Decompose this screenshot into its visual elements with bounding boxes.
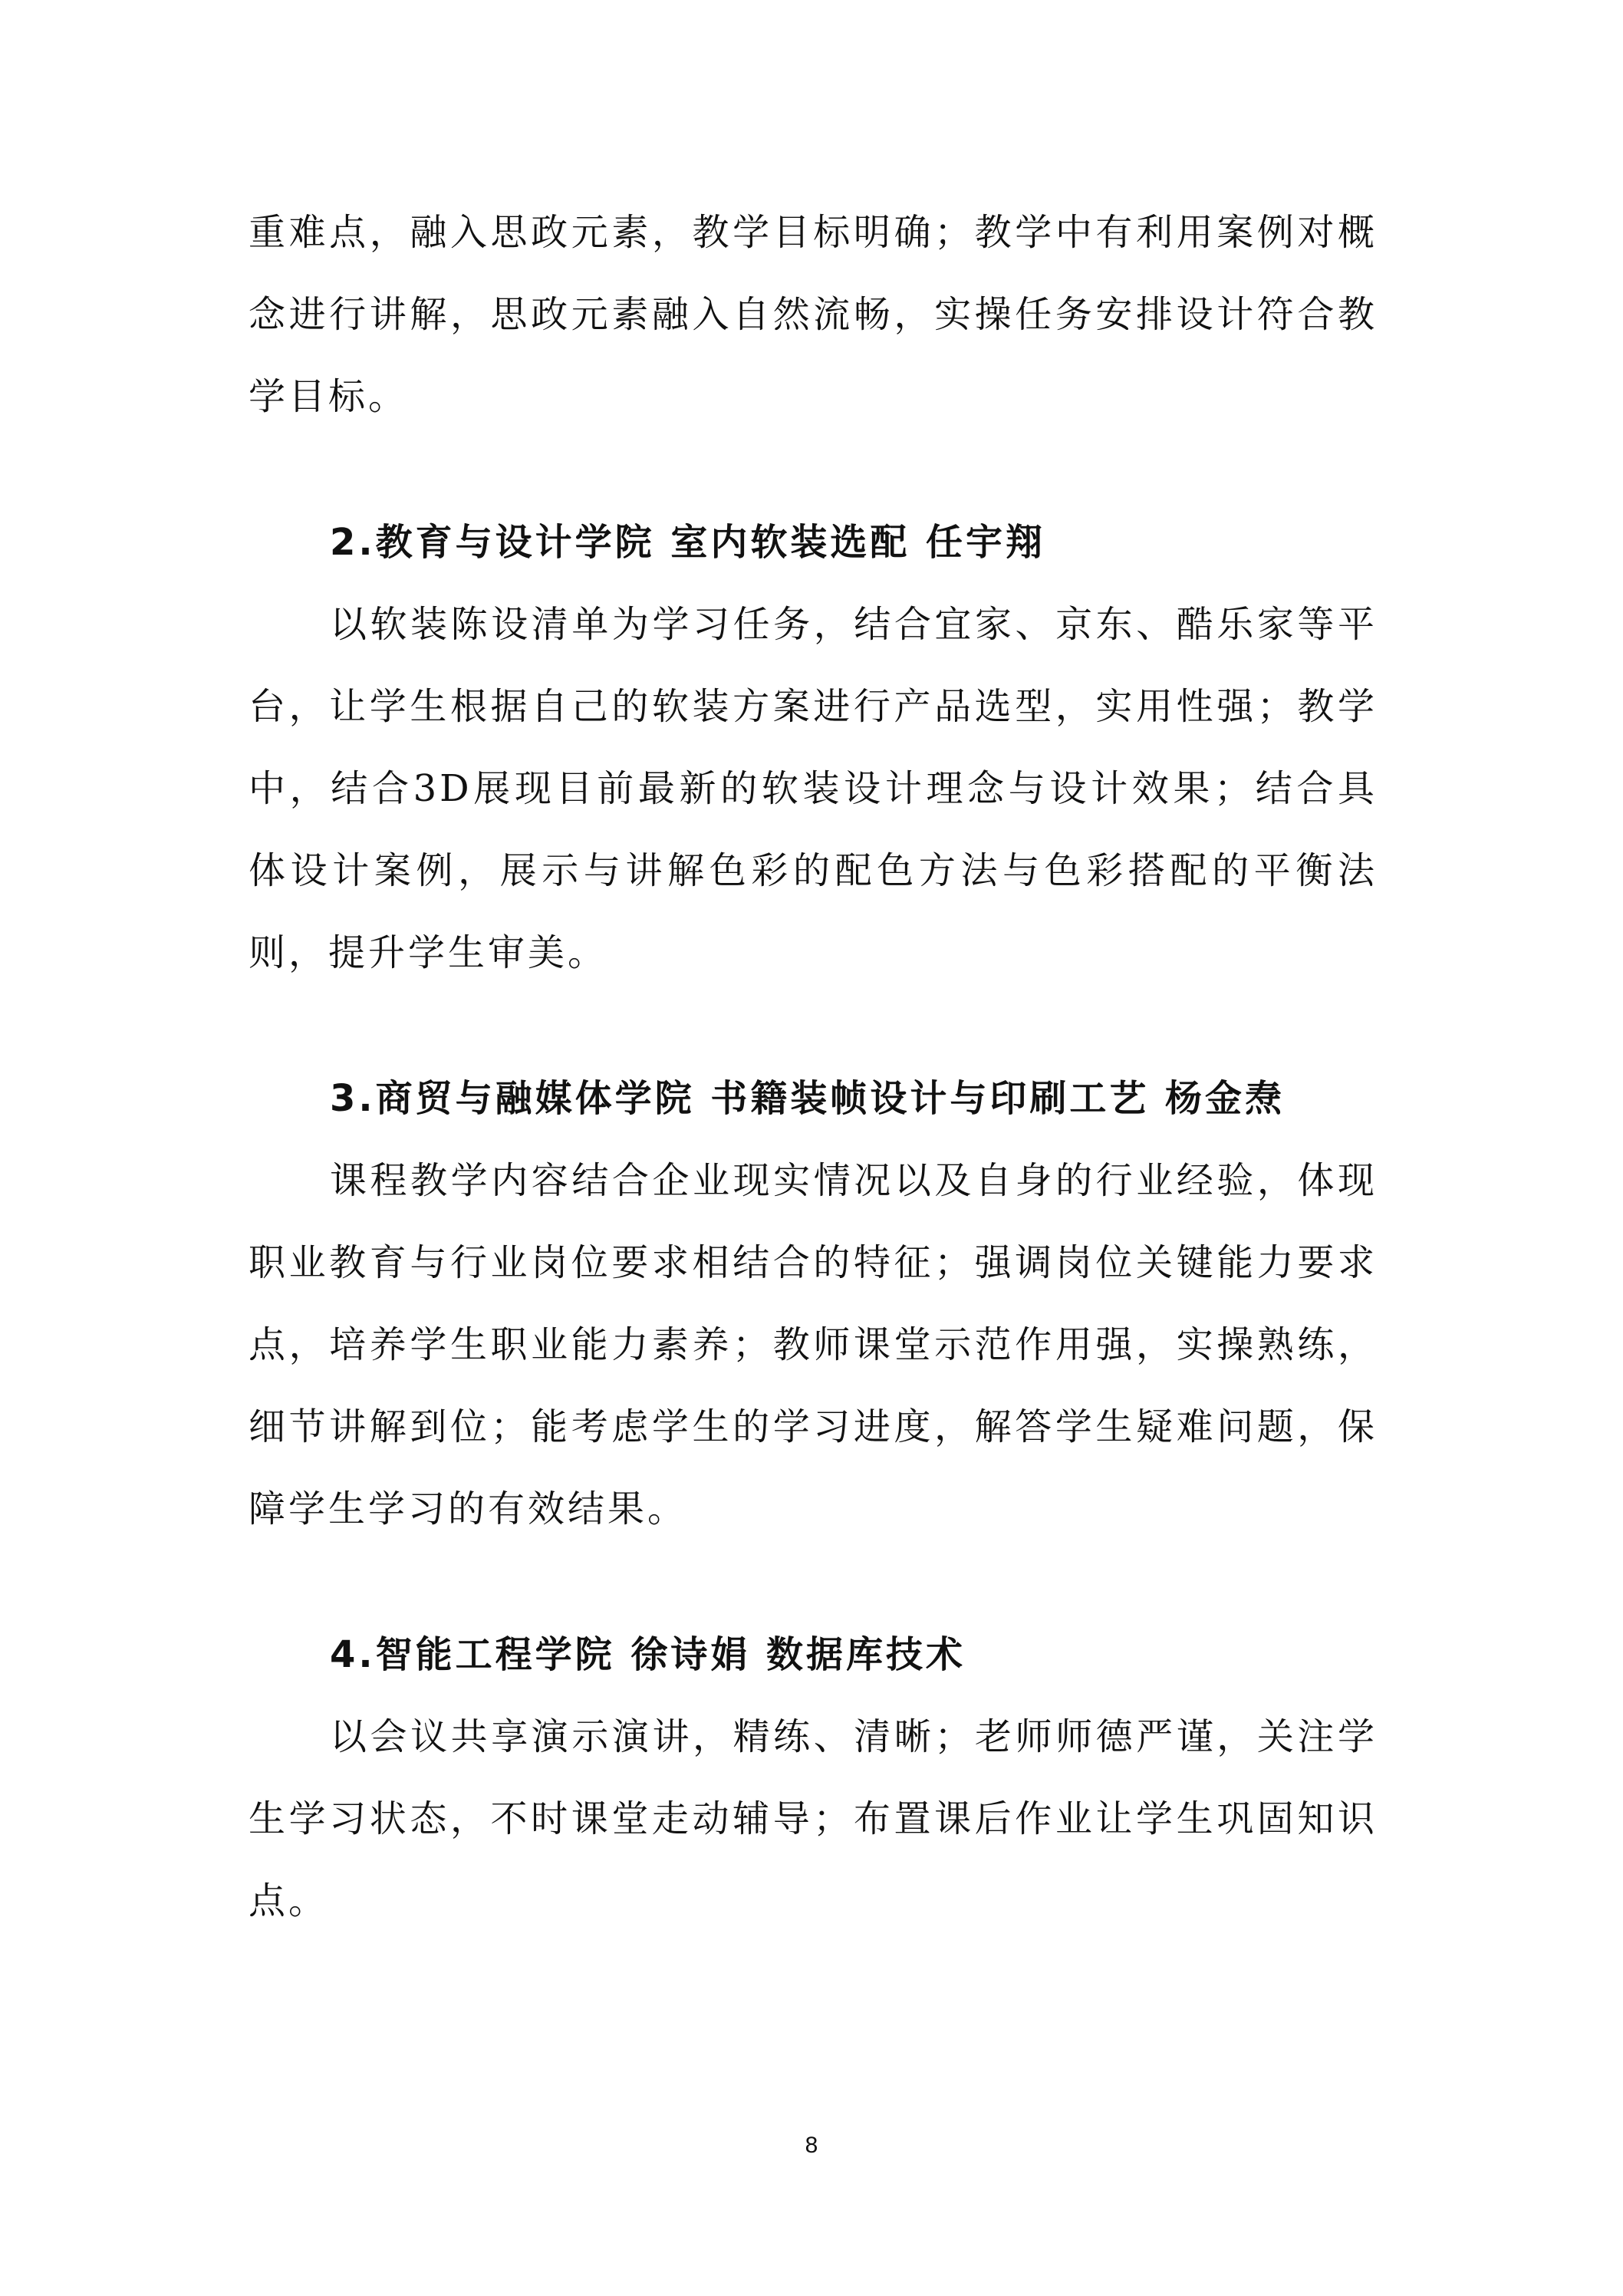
document-body	[249, 192, 1378, 1942]
page-number: 8	[805, 2133, 818, 2158]
section-body: 课程教学内容结合企业现实情况以及自身的行业经验，体现职业教育与行业岗位要求相结合的特征；强调岗位关键能力要求点，培养学生职业能力素养；教师课堂示范作用强，实操熟练，细节讲解到位；能考虑学生的学习进度，解答学生疑难问题，保障学生学习的有效结果。	[249, 1159, 1378, 1530]
section-4	[249, 1614, 1378, 1942]
section-heading: 3.商贸与融媒体学院 书籍装帧设计与印刷工艺 杨金焘	[330, 1077, 1286, 1120]
section-body: 以会议共享演示演讲，精练、清晰；老师师德严谨，关注学生学习状态，不时课堂走动辅导；布置课后作业让学生巩固知识点。	[249, 1715, 1378, 1922]
section-heading: 4.智能工程学院 徐诗娟 数据库技术	[330, 1633, 966, 1676]
section-2	[249, 502, 1378, 994]
intro-paragraph: 重难点，融入思政元素，教学目标明确；教学中有利用案例对概念进行讲解，思政元素融入自然流畅，实操任务安排设计符合教学目标。	[249, 211, 1378, 418]
section-3	[249, 1058, 1378, 1550]
section-body: 以软装陈设清单为学习任务，结合宜家、京东、酷乐家等平台，让学生根据自己的软装方案进行产品选型，实用性强；教学中，结合3D展现目前最新的软装设计理念与设计效果；结合具体设计案例，展示与讲解色彩的配色方法与色彩搭配的平衡法则，提升学生审美。	[249, 603, 1378, 974]
section-heading: 2.教育与设计学院 室内软装选配 任宇翔	[330, 521, 1046, 564]
